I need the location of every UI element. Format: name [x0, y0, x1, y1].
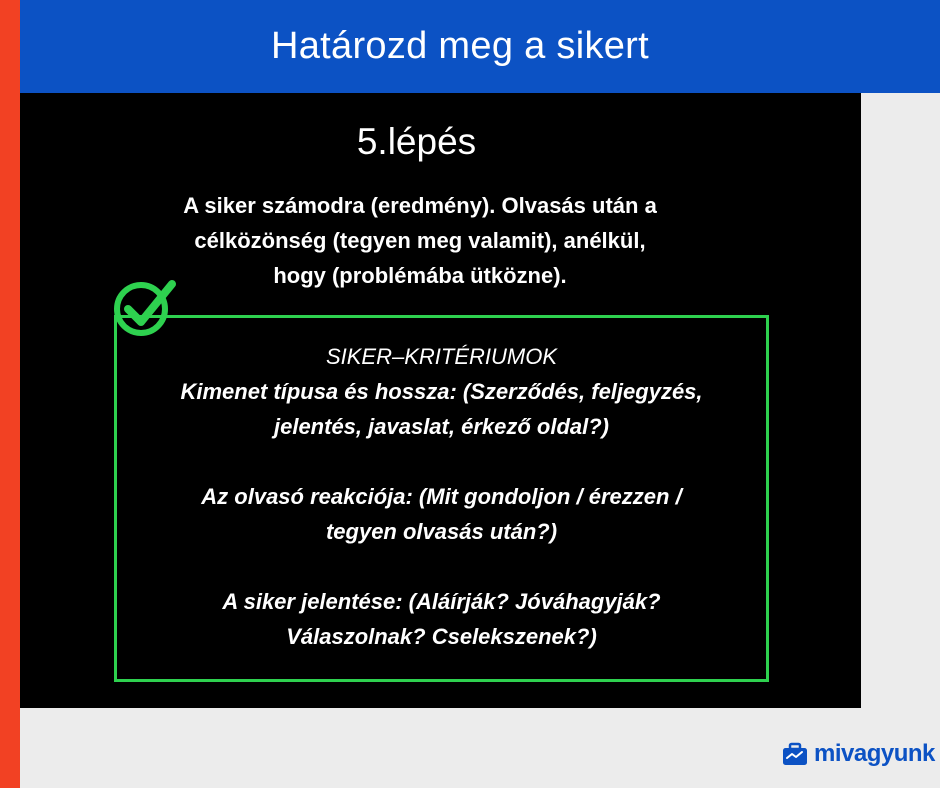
page-title: Határozd meg a sikert: [270, 25, 649, 67]
header-banner: [20, 0, 940, 93]
intro-line: célközönség (tegyen meg valamit), anélkül,: [194, 228, 646, 253]
criteria-line: Kimenet típusa és hossza: (Szerződés, feljegyzés,: [180, 379, 703, 404]
intro-line: A siker számodra (eredmény). Olvasás után a: [183, 193, 657, 218]
step-title: 5.lépés: [356, 121, 477, 162]
criteria-line: Az olvasó reakciója: (Mit gondoljon / érezzen /: [201, 484, 682, 509]
left-accent-stripe: [0, 0, 20, 788]
content-panel: [20, 93, 861, 708]
intro-line: hogy (problémába ütközne).: [273, 263, 567, 288]
intro-text: [140, 188, 700, 293]
brand-name: mivagyunk: [814, 740, 935, 767]
criteria-line: jelentés, javaslat, érkező oldal?): [273, 414, 610, 439]
criteria-spacer: [117, 549, 766, 584]
criteria-spacer: [117, 444, 766, 479]
briefcase-icon: [782, 741, 808, 767]
criteria-heading: SIKER–KRITÉRIUMOK: [325, 344, 558, 369]
criteria-box: [114, 315, 769, 682]
check-circle-icon: [114, 278, 178, 336]
criteria-line: A siker jelentése: (Aláírják? Jóváhagyják?: [222, 589, 661, 614]
criteria-text: [117, 339, 766, 654]
criteria-line: tegyen olvasás után?): [325, 519, 558, 544]
brand-logo: [782, 738, 935, 770]
criteria-line: Válaszolnak? Cselekszenek?): [286, 624, 597, 649]
